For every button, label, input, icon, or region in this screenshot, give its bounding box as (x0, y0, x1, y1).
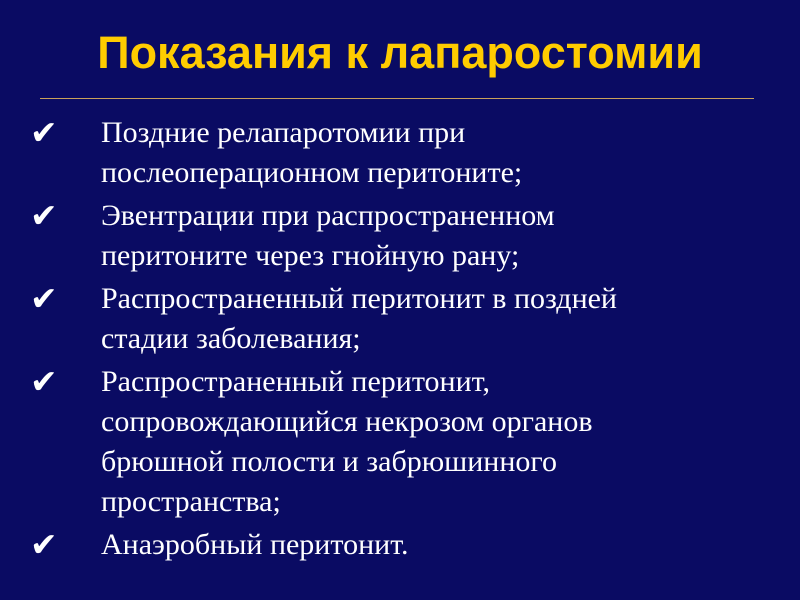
list-item-text: стадии заболевания; (101, 322, 361, 355)
list-item-text: сопровождающийся некрозом органов (101, 405, 593, 438)
list-item-text: Распространенный перитонит, (101, 365, 491, 398)
checkmark-icon: ✔ (30, 279, 58, 318)
checkmark-icon: ✔ (30, 362, 58, 401)
list-item (30, 196, 770, 276)
list-item (30, 525, 770, 565)
list-item-text: Анаэробный перитонит. (101, 528, 409, 561)
title-divider (40, 98, 754, 99)
checkmark-icon: ✔ (30, 525, 58, 564)
checkmark-icon: ✔ (30, 196, 58, 235)
list-item (30, 279, 770, 359)
slide-title: Показания к лапаростомии (97, 27, 703, 78)
list-item-text: пространства; (101, 485, 281, 518)
bullet-list (30, 113, 770, 568)
list-item (30, 362, 770, 522)
list-item-text: брюшной полости и забрюшинного (101, 445, 557, 478)
list-item (30, 113, 770, 193)
list-item-text: Распространенный перитонит в поздней (101, 282, 617, 315)
checkmark-icon: ✔ (30, 113, 58, 152)
list-item-text: Поздние релапаротомии при (101, 116, 466, 149)
list-item-text: Эвентрации при распространенном (101, 199, 555, 232)
list-item-text: перитоните через гнойную рану; (101, 239, 520, 272)
list-item-text: послеоперационном перитоните; (101, 156, 523, 189)
